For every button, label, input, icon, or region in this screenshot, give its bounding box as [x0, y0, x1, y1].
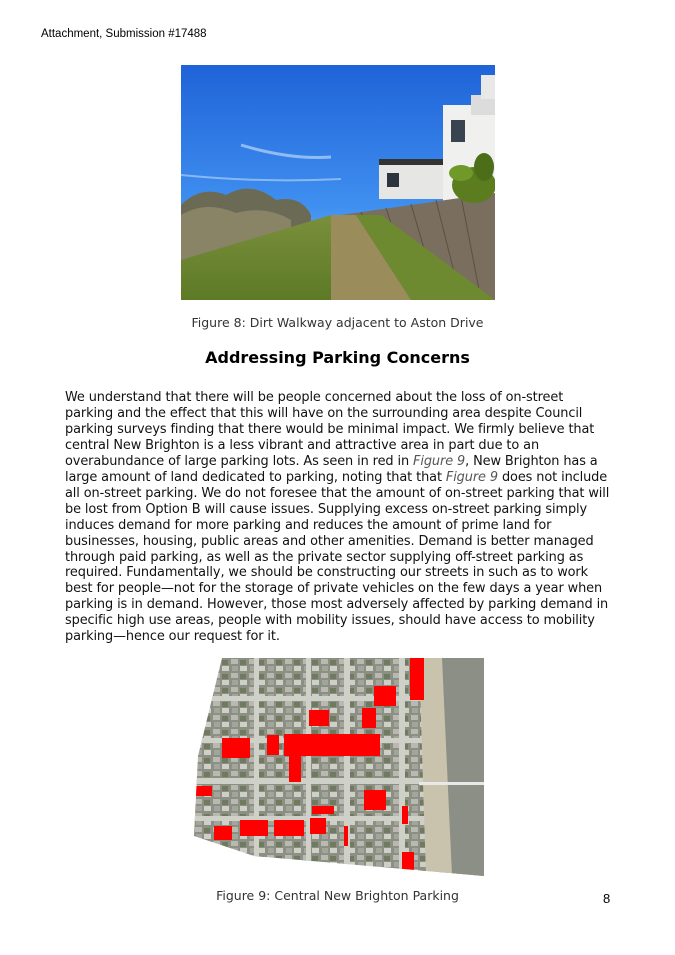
- body-paragraph: [65, 390, 613, 645]
- paragraph-part-3: does not include all on-street parking. We do not foresee that the amount of on-street parking that will be lost from Option B will cause issues. Supplying excess on-street parking simply induces demand for more parking and reduces the amount of prime land for businesses, housing, public areas and other amenities. Demand is better managed through paid parking, as well as the private sector supplying off-street parking as required. Fundamentally, we should be constructing our streets in such as to work best for people—not for the storage of private vehicles on the few days a year when parking is in demand. However, those most adversely affected by parking demand in specific high use areas, people with mobility issues, should have access to mobility parking—hence our request for it.: [65, 469, 610, 645]
- parking-map: [194, 658, 484, 876]
- page-header: Attachment, Submission #17488: [41, 28, 207, 40]
- figure-9-caption: Figure 9: Central New Brighton Parking: [216, 888, 459, 903]
- walkway-photo: [181, 65, 495, 300]
- figure-9-reference: Figure 9: [445, 469, 498, 485]
- page-number: 8: [603, 891, 611, 906]
- paragraph-part-2: , New Brighton has a large amount of land dedicated to parking, noting that that: [65, 453, 598, 485]
- figure-8-caption: Figure 8: Dirt Walkway adjacent to Aston Drive: [191, 315, 484, 330]
- section-heading: Addressing Parking Concerns: [205, 348, 470, 367]
- figure-9-reference: Figure 9: [413, 453, 466, 469]
- paragraph-part-1: We understand that there will be people concerned about the loss of on-street parking and the effect that this will have on the surrounding area despite Council parking surveys finding that there would be minimal impact. We firmly believe that central New Brighton is a less vibrant and attractive area in part due to an overabundance of large parking lots. As seen in red in: [65, 390, 595, 469]
